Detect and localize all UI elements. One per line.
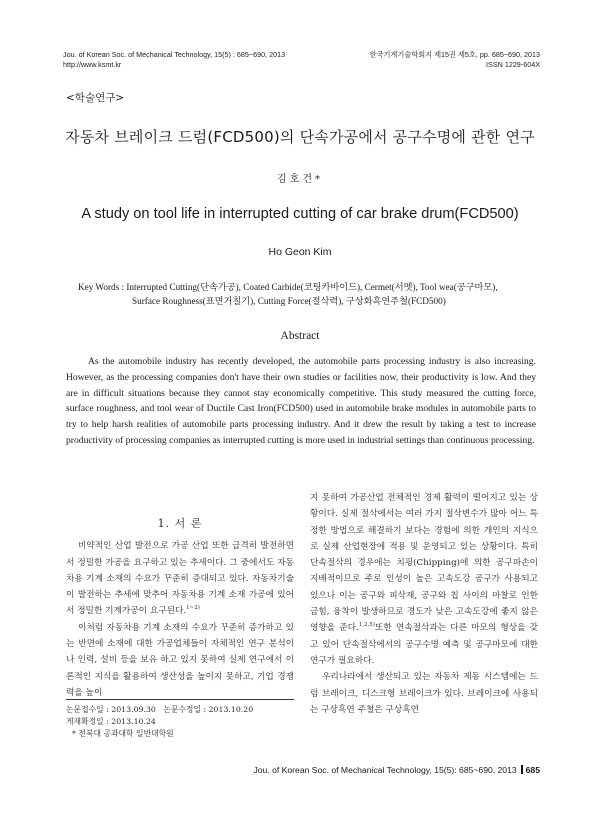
footer-divider: [521, 765, 523, 774]
author-affiliation: * 전북대 공과대학 일반대학원: [72, 729, 174, 738]
right-paragraph-1: [310, 490, 538, 669]
page-footer: [253, 765, 540, 775]
revised-date: 논문수정일 : 2013.10.20: [163, 705, 254, 714]
title-english: A study on tool life in interrupted cutting of car brake drum(FCD500): [81, 206, 519, 222]
accepted-date: 게재확정일 : 2013.10.24: [66, 717, 156, 726]
abstract-heading: Abstract: [280, 330, 320, 342]
page-number: 685: [525, 765, 540, 775]
journal-citation-en: Jou. of Korean Soc. of Mechanical Technology, 15(5) : 685~690, 2013: [63, 50, 286, 59]
intro-paragraph-1: [66, 538, 294, 619]
citation-ref: 1~2): [186, 605, 200, 612]
journal-issn: ISSN 1229-604X: [486, 60, 540, 69]
author-english: Ho Geon Kim: [268, 246, 332, 258]
abstract-text: As the automobile industry has recently developed, the automobile parts processing industry is also increasing. However, as the processing companies don't have their own studies or facilities now, their productivity is low. And they are in difficult situations because they cannot stay economically competitive. This study measured the cutting force, surface roughness, and tool wear of Ductile Cast Iron(FCD500) used in automobile brake modules in automobile parts to try to help harsh realities of automobile parts processing industry. And it drew the result by taking a test to increase productivity of processing companies as interrupted cutting is more used in industrial settings than continuous processing.: [66, 356, 536, 446]
body-column-left: [66, 516, 294, 701]
body-column-right: [310, 490, 538, 718]
keywords-line-1: Key Words : Interrupted Cutting(단속가공), Coated Carbide(코팅카바이드), Cermet(서멧), Tool wea(공구마모),: [78, 282, 498, 292]
journal-citation-ko: 한국기계기술학회지 제15권 제5호, pp. 685~690, 2013: [369, 50, 540, 59]
keywords: [78, 280, 538, 308]
intro-paragraph-1-text: 비약적인 산업 발전으로 가공 산업 또한 급격히 발전하면서 정밀한 가공을 요구하고 있는 추세이다. 그 중에서도 자동차용 기계 소재의 수요가 꾸준히 증대되고 있다. 자동차기술이 발전하는 추세에 맞추어 자동차용 기계 소재 가공에 있어서 정밀한 기계가공이 요구된다.: [66, 541, 294, 617]
footnotes: [66, 704, 306, 740]
right-paragraph-2: 우리나라에서 생산되고 있는 자동차 제동 시스템에는 드럼 브레이크, 디스크형 브레이크가 있다. 브레이크에 사용되는 구상흑연 주철은 구상흑연: [310, 672, 538, 715]
dates-line: [66, 704, 306, 716]
footer-journal: Jou. of Korean Soc. of Mechanical Technology, 15(5): 685~690, 2013: [253, 765, 517, 775]
article-category: <학술연구>: [66, 92, 125, 104]
citation-ref: 1,2,5): [358, 622, 375, 629]
footnote-divider: [66, 699, 294, 700]
section-heading-introduction: 1. 서 론: [157, 517, 203, 530]
received-date: 논문접수일 : 2013.09.30: [66, 705, 156, 714]
keywords-line-2: Surface Roughness(표면거칠기), Cutting Force(절삭력), 구상화흑연주철(FCD500): [132, 296, 446, 306]
running-header-left: [63, 50, 285, 70]
right-paragraph-1-tail: 또한 연속절삭과는 다른 마모의 형상을 갖고 있어 단속절삭에서의 공구수명 예측 및 공구마모에 대한 연구가 필요하다.: [310, 623, 539, 666]
right-paragraph-1-text: 지 못하여 가공산업 전체적인 경제 활력이 떨어지고 있는 상황이다. 실제 절삭에서는 여러 가지 절삭변수가 많아 어느 특정한 방법으로 해결하기 보다는 경험에 의한 개인의 지식으로 실제 산업현장에 적용 및 운영되고 있는 상황이다. 특히 단속절삭의 경우에는 치핑(Chipping)에 의한 공구파손이 지배적이므로 주로 인성이 높은 고속도강 공구가 사용되고 있으나 이는 공구와 피삭재, 공구와 칩 사이의 마찰로 인한 금힘, 융착이 발생하므로 경도가 낮은 고속도강에 좋지 않은 영향을 준다.: [310, 493, 538, 634]
running-header-right: [370, 50, 540, 70]
journal-url: http://www.ksmt.kr: [63, 60, 122, 69]
title-korean: 자동차 브레이크 드럼(FCD500)의 단속가공에서 공구수명에 관한 연구: [65, 128, 535, 146]
author-korean: 김호건*: [277, 174, 323, 185]
intro-paragraph-2: 이처럼 자동차용 기계 소재의 수요가 꾸준히 증가하고 있는 반면에 소재에 대한 가공업체들이 자체적인 연구 분석이나 인력, 설비 등을 보유 하고 있지 못하여 실제 연구에서 이론적인 지식을 활용하여 생산성을 높이지 못하고, 기업 경쟁력을 높이: [66, 622, 294, 698]
